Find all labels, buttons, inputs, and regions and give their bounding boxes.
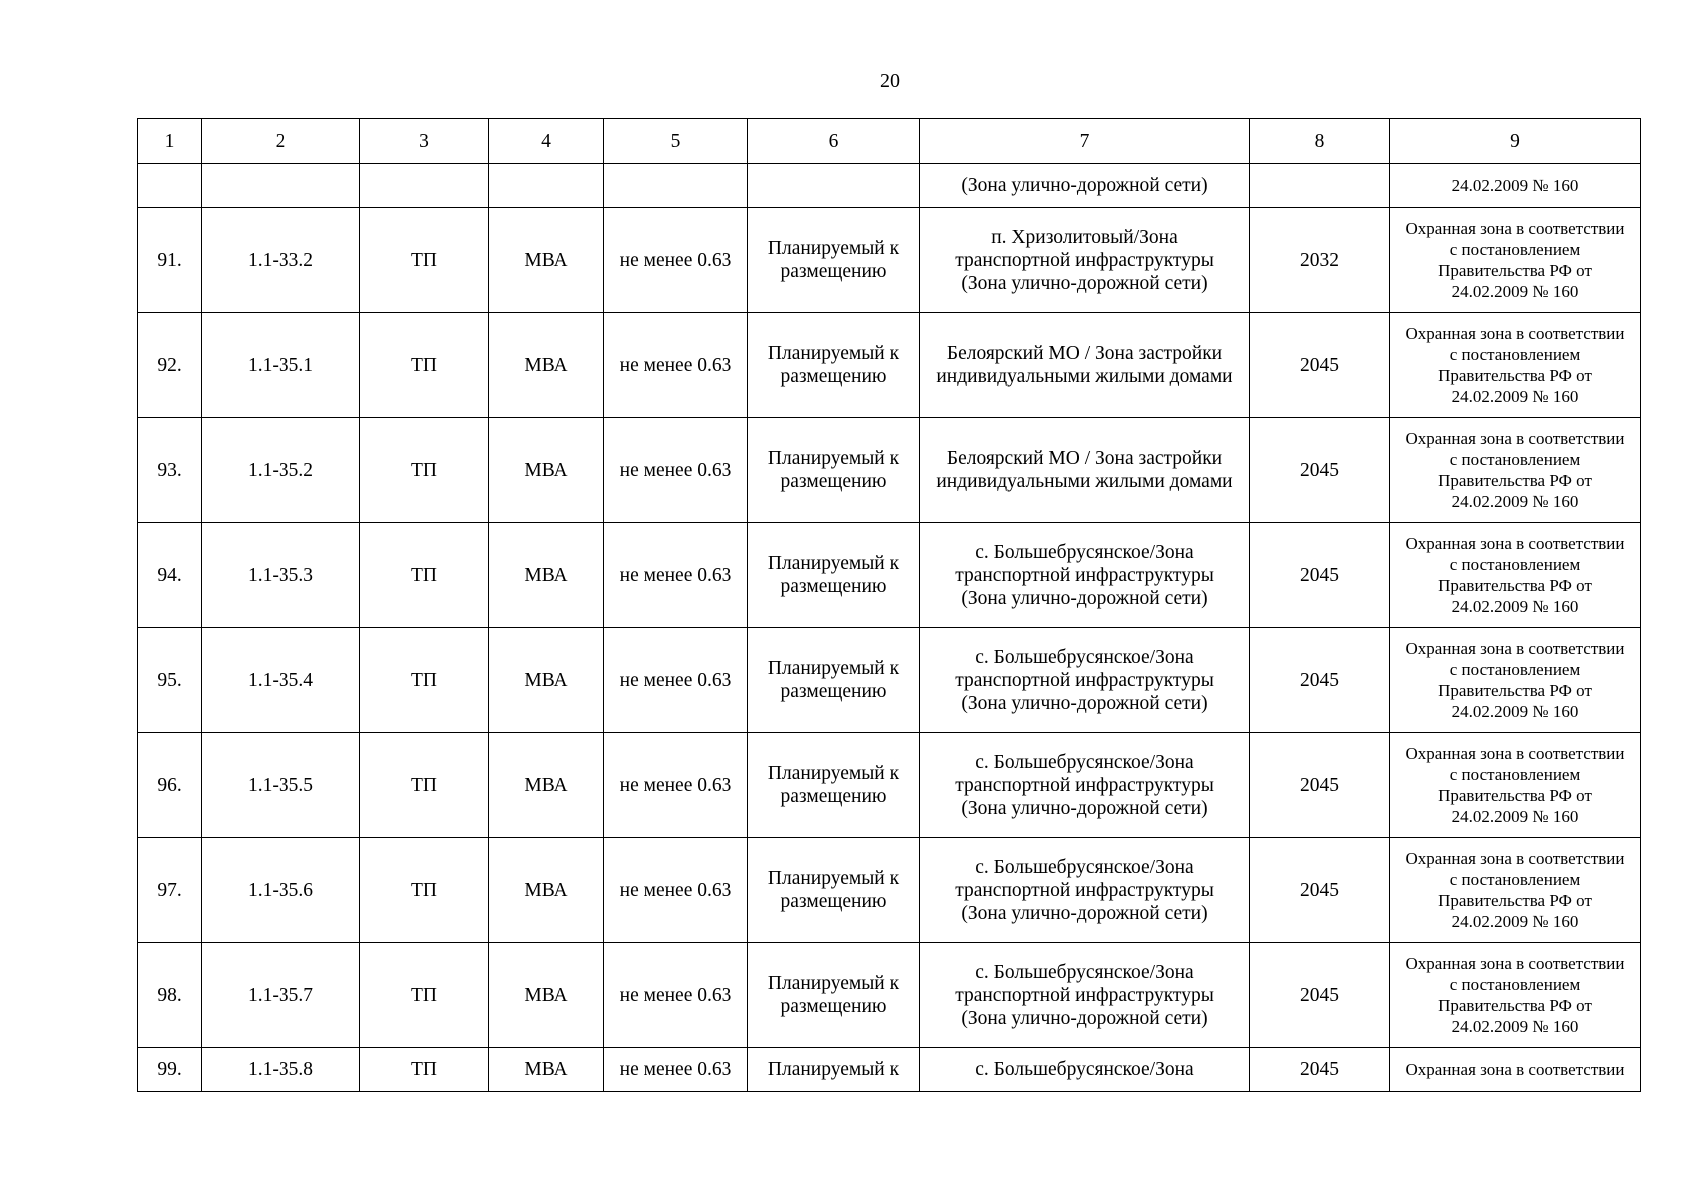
table-cell: МВА	[489, 418, 604, 523]
table-cell	[1390, 208, 1641, 313]
cell-line: (Зона улично-дорожной сети)	[961, 692, 1208, 714]
header-cell: 5	[604, 119, 748, 164]
cell-line: с постановлением	[1449, 345, 1581, 364]
cell-line: с. Большебрусянское/Зона	[975, 646, 1194, 668]
table-cell	[920, 523, 1250, 628]
header-cell: 2	[202, 119, 360, 164]
cell-line: Планируемый к	[767, 343, 900, 364]
table-cell: 1.1-35.2	[202, 418, 360, 523]
table-cell: 2045	[1250, 523, 1390, 628]
cell-line: Планируемый к	[767, 868, 900, 889]
cell-line: Охранная зона в соответствии	[1405, 639, 1625, 658]
continuation-row	[138, 164, 1641, 208]
table-cell	[1390, 943, 1641, 1048]
table-cell	[748, 418, 920, 523]
cell-line: 24.02.2009 № 160	[1451, 282, 1579, 301]
header-cell: 6	[748, 119, 920, 164]
cell-line: транспортной инфраструктуры	[955, 564, 1214, 586]
cell-line: п. Хризолитовый/Зона	[991, 226, 1178, 248]
cell-line: с постановлением	[1449, 240, 1581, 259]
table-cell	[748, 838, 920, 943]
cell-line: Белоярский МО / Зона застройки	[946, 343, 1223, 364]
table-cell	[202, 164, 360, 208]
table-cell: 24.02.2009 № 160	[1390, 164, 1641, 208]
table-cell: не менее 0.63	[604, 733, 748, 838]
cell-line: размещению	[780, 996, 887, 1017]
header-cell: 4	[489, 119, 604, 164]
cell-line: Планируемый к	[767, 763, 900, 784]
cell-line: Планируемый к	[767, 973, 900, 994]
cell-line: Планируемый к	[767, 1059, 900, 1080]
table-cell: не менее 0.63	[604, 418, 748, 523]
cell-line: Белоярский МО / Зона застройки	[946, 448, 1223, 469]
table-cell	[1390, 313, 1641, 418]
table-cell	[920, 418, 1250, 523]
table-cell	[1390, 1048, 1641, 1092]
table-cell	[920, 838, 1250, 943]
cell-line: Правительства РФ от	[1438, 996, 1592, 1015]
cell-line: Планируемый к	[767, 658, 900, 679]
cell-line: с постановлением	[1449, 660, 1581, 679]
table-cell	[748, 943, 920, 1048]
cell-line: Правительства РФ от	[1438, 366, 1592, 385]
cell-line: транспортной инфраструктуры	[955, 774, 1214, 796]
table-cell: 1.1-35.1	[202, 313, 360, 418]
cell-line: Планируемый к	[767, 238, 900, 259]
cell-line: индивидуальными жилыми домами	[936, 366, 1233, 387]
cell-line: Правительства РФ от	[1438, 891, 1592, 910]
table-cell	[748, 733, 920, 838]
table-row	[138, 943, 1641, 1048]
table-row	[138, 313, 1641, 418]
table-cell	[1250, 164, 1390, 208]
table-cell: МВА	[489, 1048, 604, 1092]
table-cell: ТП	[360, 208, 489, 313]
header-cell: 8	[1250, 119, 1390, 164]
table-cell	[1390, 523, 1641, 628]
cell-line: размещению	[780, 366, 887, 387]
table-cell: 99.	[138, 1048, 202, 1092]
table-cell	[920, 943, 1250, 1048]
cell-line: с постановлением	[1449, 555, 1581, 574]
cell-line: транспортной инфраструктуры	[955, 249, 1214, 271]
cell-line: Правительства РФ от	[1438, 576, 1592, 595]
cell-line: с постановлением	[1449, 765, 1581, 784]
cell-line: размещению	[780, 891, 887, 912]
table-cell	[920, 1048, 1250, 1092]
table-cell	[138, 164, 202, 208]
table-cell	[748, 1048, 920, 1092]
table-cell: 97.	[138, 838, 202, 943]
cell-line: Планируемый к	[767, 448, 900, 469]
table-cell	[1390, 628, 1641, 733]
cell-line: с постановлением	[1449, 975, 1581, 994]
table-cell: 91.	[138, 208, 202, 313]
table-cell: не менее 0.63	[604, 523, 748, 628]
table-cell: МВА	[489, 628, 604, 733]
cell-line: 24.02.2009 № 160	[1451, 702, 1579, 721]
header-cell: 7	[920, 119, 1250, 164]
table-cell: ТП	[360, 838, 489, 943]
table-cell: 1.1-35.5	[202, 733, 360, 838]
cell-line: Охранная зона в соответствии	[1405, 849, 1625, 868]
table-cell: 2045	[1250, 838, 1390, 943]
cell-line: (Зона улично-дорожной сети)	[961, 902, 1208, 924]
cell-line: размещению	[780, 681, 887, 702]
table-cell	[920, 313, 1250, 418]
table-cell: не менее 0.63	[604, 943, 748, 1048]
table-cell: ТП	[360, 628, 489, 733]
cell-line: размещению	[780, 261, 887, 282]
table-cell	[920, 208, 1250, 313]
table-cell: не менее 0.63	[604, 208, 748, 313]
table-cell: не менее 0.63	[604, 313, 748, 418]
cell-line: (Зона улично-дорожной сети)	[961, 272, 1208, 294]
cell-line: транспортной инфраструктуры	[955, 984, 1214, 1006]
table-cell: 2045	[1250, 943, 1390, 1048]
table-cell: 1.1-35.3	[202, 523, 360, 628]
cell-line: (Зона улично-дорожной сети)	[961, 797, 1208, 819]
table-cell: не менее 0.63	[604, 1048, 748, 1092]
cell-line: транспортной инфраструктуры	[955, 879, 1214, 901]
table-cell: ТП	[360, 523, 489, 628]
table-cell	[360, 164, 489, 208]
cell-line: Охранная зона в соответствии	[1405, 744, 1625, 763]
table-cell	[920, 628, 1250, 733]
table-cell: 2045	[1250, 733, 1390, 838]
cell-line: Правительства РФ от	[1438, 786, 1592, 805]
table-cell	[748, 523, 920, 628]
table-cell: 1.1-33.2	[202, 208, 360, 313]
cell-line: с. Большебрусянское/Зона	[975, 751, 1194, 773]
table-cell: 1.1-35.8	[202, 1048, 360, 1092]
table-cell: 2045	[1250, 1048, 1390, 1092]
table-row	[138, 838, 1641, 943]
cell-line: с постановлением	[1449, 450, 1581, 469]
table-cell: не менее 0.63	[604, 628, 748, 733]
table-row	[138, 418, 1641, 523]
table-cell: ТП	[360, 733, 489, 838]
table-cell: 2045	[1250, 313, 1390, 418]
table-cell	[748, 164, 920, 208]
cell-line: Охранная зона в соответствии	[1405, 324, 1625, 343]
cell-line: транспортной инфраструктуры	[955, 669, 1214, 691]
table-cell	[748, 628, 920, 733]
table-cell: ТП	[360, 1048, 489, 1092]
table-cell	[1390, 838, 1641, 943]
table-cell: не менее 0.63	[604, 838, 748, 943]
cell-line: с. Большебрусянское/Зона	[975, 961, 1194, 983]
table-cell: 93.	[138, 418, 202, 523]
table-cell	[748, 313, 920, 418]
table-cell: (Зона улично-дорожной сети)	[920, 164, 1250, 208]
cell-line: Охранная зона в соответствии	[1405, 534, 1625, 553]
header-cell: 9	[1390, 119, 1641, 164]
cell-line: размещению	[780, 786, 887, 807]
table-row	[138, 733, 1641, 838]
table-cell: 94.	[138, 523, 202, 628]
document-table	[137, 118, 1641, 1092]
header-cell: 3	[360, 119, 489, 164]
table-cell	[604, 164, 748, 208]
table-cell: 1.1-35.6	[202, 838, 360, 943]
table-cell: 96.	[138, 733, 202, 838]
header-cell: 1	[138, 119, 202, 164]
cell-line: 24.02.2009 № 160	[1451, 597, 1579, 616]
table-cell: ТП	[360, 313, 489, 418]
table-cell: МВА	[489, 733, 604, 838]
table-cell: ТП	[360, 418, 489, 523]
table-row	[138, 1048, 1641, 1092]
cell-line: Охранная зона в соответствии	[1405, 1060, 1625, 1079]
cell-line: Планируемый к	[767, 553, 900, 574]
cell-line: Охранная зона в соответствии	[1405, 954, 1625, 973]
table-cell	[920, 733, 1250, 838]
table-cell: МВА	[489, 208, 604, 313]
table-cell: МВА	[489, 943, 604, 1048]
table-cell: МВА	[489, 313, 604, 418]
table-cell: 95.	[138, 628, 202, 733]
table-cell: 98.	[138, 943, 202, 1048]
table-cell: 1.1-35.7	[202, 943, 360, 1048]
cell-line: 24.02.2009 № 160	[1451, 912, 1579, 931]
table-cell	[489, 164, 604, 208]
table-cell: ТП	[360, 943, 489, 1048]
table-cell: 92.	[138, 313, 202, 418]
cell-line: размещению	[780, 471, 887, 492]
cell-line: 24.02.2009 № 160	[1451, 1017, 1579, 1036]
table-cell: 2045	[1250, 418, 1390, 523]
cell-line: индивидуальными жилыми домами	[936, 471, 1233, 492]
cell-line: Охранная зона в соответствии	[1405, 219, 1625, 238]
cell-line: 24.02.2009 № 160	[1451, 387, 1579, 406]
cell-line: с. Большебрусянское/Зона	[975, 1059, 1194, 1080]
cell-line: с постановлением	[1449, 870, 1581, 889]
table-cell	[1390, 418, 1641, 523]
cell-line: 24.02.2009 № 160	[1451, 492, 1579, 511]
table-row	[138, 208, 1641, 313]
table-cell	[1390, 733, 1641, 838]
table-row	[138, 628, 1641, 733]
cell-line: Правительства РФ от	[1438, 471, 1592, 490]
cell-line: Правительства РФ от	[1438, 261, 1592, 280]
cell-line: с. Большебрусянское/Зона	[975, 856, 1194, 878]
table-cell: МВА	[489, 838, 604, 943]
table-cell	[748, 208, 920, 313]
cell-line: Правительства РФ от	[1438, 681, 1592, 700]
table-header-row	[138, 119, 1641, 164]
cell-line: Охранная зона в соответствии	[1405, 429, 1625, 448]
table-row	[138, 523, 1641, 628]
cell-line: (Зона улично-дорожной сети)	[961, 587, 1208, 609]
table-cell: 1.1-35.4	[202, 628, 360, 733]
table-cell: 2032	[1250, 208, 1390, 313]
page-number: 20	[880, 70, 900, 92]
cell-line: (Зона улично-дорожной сети)	[961, 1007, 1208, 1029]
table-cell: 2045	[1250, 628, 1390, 733]
table-cell: МВА	[489, 523, 604, 628]
cell-line: размещению	[780, 576, 887, 597]
cell-line: 24.02.2009 № 160	[1451, 807, 1579, 826]
cell-line: с. Большебрусянское/Зона	[975, 541, 1194, 563]
